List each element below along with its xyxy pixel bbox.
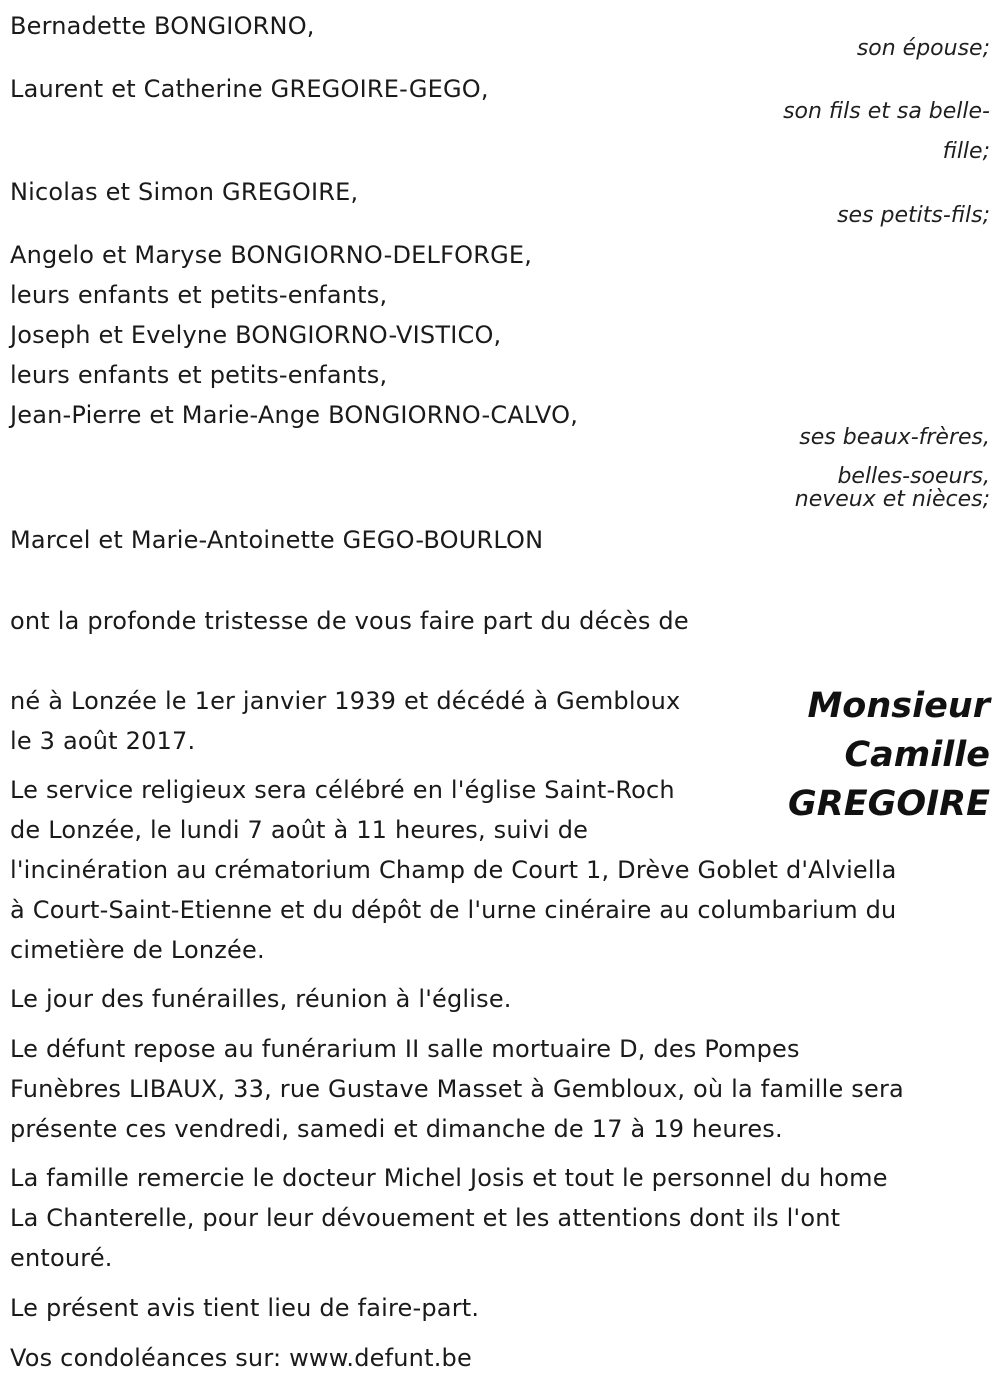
reunion-text: Le jour des funérailles, réunion à l'église.: [10, 985, 512, 1013]
notice-text: Le présent avis tient lieu de faire-part.: [10, 1294, 480, 1322]
service-line3: l'incinération au crématorium Champ de Court 1, Drève Goblet d'Alviella: [10, 856, 897, 884]
family-line-laurent: Laurent et Catherine GREGOIRE-GEGO,: [10, 75, 489, 103]
announcement-text: ont la profonde tristesse de vous faire part du décès de: [10, 607, 689, 635]
family-line-joseph: Joseph et Evelyne BONGIORNO-VISTICO,: [10, 321, 502, 349]
role-son-line1: son fils et sa belle-: [783, 99, 990, 124]
deceased-first-name: Camille: [844, 735, 990, 775]
service-line1: Le service religieux sera célébré en l'église Saint-Roch: [10, 776, 675, 804]
family-line-bernadette: Bernadette BONGIORNO,: [10, 12, 315, 40]
service-line4: à Court-Saint-Etienne et du dépôt de l'urne cinéraire au columbarium du: [10, 896, 897, 924]
role-in-laws-line2: belles-soeurs,: [837, 464, 990, 489]
role-spouse: son épouse;: [856, 36, 990, 61]
condolences-text: Vos condoléances sur: www.defunt.be: [10, 1344, 472, 1372]
role-grandsons: ses petits-fils;: [837, 203, 990, 228]
birth-death-line1: né à Lonzée le 1er janvier 1939 et décédé à Gembloux: [10, 687, 681, 715]
role-son-line2: fille;: [942, 139, 990, 164]
thanks-line1: La famille remercie le docteur Michel Josis et tout le personnel du home: [10, 1164, 888, 1192]
thanks-line3: entouré.: [10, 1244, 113, 1272]
repose-line3: présente ces vendredi, samedi et dimanche de 17 à 19 heures.: [10, 1115, 783, 1143]
family-line-nicolas: Nicolas et Simon GREGOIRE,: [10, 178, 359, 206]
repose-line2: Funèbres LIBAUX, 33, rue Gustave Masset à Gembloux, où la famille sera: [10, 1075, 904, 1103]
role-in-laws-line3: neveux et nièces;: [794, 487, 990, 512]
family-line-children-1: leurs enfants et petits-enfants,: [10, 281, 388, 309]
family-line-children-2: leurs enfants et petits-enfants,: [10, 361, 388, 389]
deceased-last-name: GREGOIRE: [788, 784, 990, 824]
service-line2: de Lonzée, le lundi 7 août à 11 heures, suivi de: [10, 816, 589, 844]
deceased-name: [788, 682, 990, 829]
thanks-line2: La Chanterelle, pour leur dévouement et les attentions dont ils l'ont: [10, 1204, 841, 1232]
deceased-title: Monsieur: [807, 686, 990, 726]
repose-line1: Le défunt repose au funérarium II salle mortuaire D, des Pompes: [10, 1035, 800, 1063]
role-in-laws-line1: ses beaux-frères,: [799, 425, 990, 450]
family-line-jean-pierre: Jean-Pierre et Marie-Ange BONGIORNO-CALVO,: [10, 401, 579, 429]
birth-death-line2: le 3 août 2017.: [10, 727, 196, 755]
service-line5: cimetière de Lonzée.: [10, 936, 265, 964]
family-line-marcel: Marcel et Marie-Antoinette GEGO-BOURLON: [10, 526, 544, 554]
family-line-angelo: Angelo et Maryse BONGIORNO-DELFORGE,: [10, 241, 533, 269]
